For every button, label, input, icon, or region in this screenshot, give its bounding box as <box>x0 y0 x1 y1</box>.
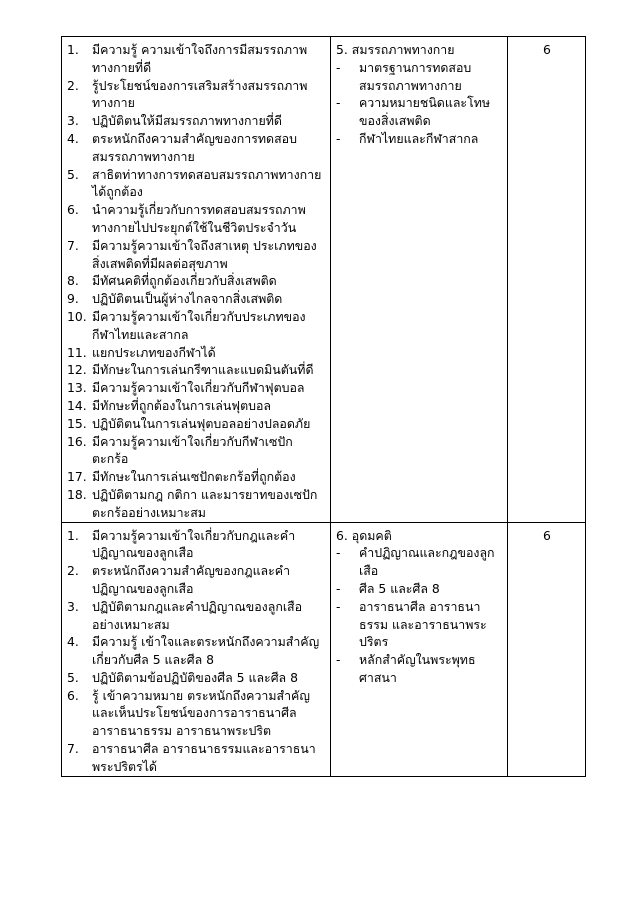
item-number: 10. <box>67 308 87 324</box>
topics-list <box>336 59 503 148</box>
item-text: ปฏิบัติตามกฎและคำปฏิญาณของลูกเสืออย่างเหมาะสม <box>92 598 303 632</box>
item-number: 2. <box>67 563 79 579</box>
table-row <box>62 37 586 523</box>
item-number: 3. <box>67 113 79 129</box>
item-number: 11. <box>67 344 87 360</box>
item-number: 8. <box>67 273 79 289</box>
item-text: ปฏิบัติตนในการเล่นฟุตบอลอย่างปลอดภัย <box>92 415 311 431</box>
item-text: มีทักษะในการเล่นเซปักตะกร้อที่ถูกต้อง <box>92 469 296 485</box>
list-item: - ความหมายชนิดและโทษของสิ่งเสพติด <box>336 94 503 130</box>
item-number: 15. <box>67 415 87 431</box>
item-text: มีความรู้ความเข้าใจถึงสาเหตุ ประเภทของสิ่งเสพติดที่มีผลต่อสุขภาพ <box>92 237 317 271</box>
item-text: ปฏิบัติตนเป็นผู้ห่างไกลจากสิ่งเสพติด <box>92 291 283 307</box>
item-number: 9. <box>67 291 79 307</box>
item-number: 1. <box>67 42 79 57</box>
objectives-list <box>67 527 326 776</box>
item-text: มีความรู้ความเข้าใจเกี่ยวกับกีฬาเซปักตะกร้อ <box>92 433 293 467</box>
list-item: - หลักสำคัญในพระพุทธศาสนา <box>336 651 503 687</box>
item-number: 2. <box>67 77 79 93</box>
item-text: ปฏิบัติตนให้มีสมรรถภาพทางกายที่ดี <box>92 113 282 129</box>
item-text: ปฏิบัติตามข้อปฏิบัติของศีล 5 และศีล 8 <box>92 669 298 685</box>
item-text: มีความรู้ความเข้าใจเกี่ยวกับกีฬาฟุตบอล <box>92 380 305 396</box>
topic-title: 5. สมรรถภาพทางกาย <box>336 42 455 57</box>
hours-value: 6 <box>543 42 551 57</box>
list-item <box>67 290 326 308</box>
item-text: มีความรู้ เข้าใจและตระหนักถึงความสำคัญเกี่ยวกับศีล 5 และศีล 8 <box>92 634 320 668</box>
item-number: 18. <box>67 486 87 502</box>
item-number: 4. <box>67 130 79 146</box>
item-text: มีความรู้ความเข้าใจเกี่ยวกับประเภทของกีฬาไทยและสากล <box>92 308 306 342</box>
objectives-cell <box>62 522 331 776</box>
topics-cell <box>331 37 508 523</box>
list-item <box>67 687 326 740</box>
hours-cell <box>508 37 586 523</box>
list-item <box>67 77 326 113</box>
item-number: 13. <box>67 380 87 396</box>
item-text: มีทัศนคติที่ถูกต้องเกี่ยวกับสิ่งเสพติด <box>92 273 277 289</box>
item-text: มีความรู้ความเข้าใจเกี่ยวกับกฎและคำปฏิญาณของลูกเสือ <box>92 527 296 561</box>
list-item <box>67 433 326 469</box>
list-item <box>67 272 326 290</box>
list-item <box>67 237 326 273</box>
list-item <box>67 486 326 522</box>
table-row <box>62 522 586 776</box>
list-item <box>67 415 326 433</box>
list-item: - มาตรฐานการทดสอบสมรรถภาพทางกาย <box>336 59 503 95</box>
list-item <box>67 201 326 237</box>
item-number: 1. <box>67 527 79 543</box>
item-number: 5. <box>67 166 79 182</box>
topic-title: 6. อุดมคติ <box>336 527 392 543</box>
hours-cell <box>508 522 586 776</box>
item-number: 6. <box>67 687 79 703</box>
list-item <box>67 112 326 130</box>
item-text: รู้ประโยชน์ของการเสริมสร้างสมรรถภาพทางกาย <box>92 77 308 111</box>
item-number: 4. <box>67 634 79 650</box>
item-text: ปฏิบัติตามกฎ กติกา และมารยาทของเซปักตะกร้ออย่างเหมาะสม <box>92 486 318 520</box>
list-item <box>67 361 326 379</box>
list-item <box>67 41 326 77</box>
list-item: - ศีล 5 และศีล 8 <box>336 580 503 598</box>
item-number: 3. <box>67 598 79 614</box>
list-item <box>67 344 326 362</box>
list-item: - อาราธนาศีล อาราธนาธรรม และอาราธนาพระปริตร <box>336 598 503 651</box>
item-number: 7. <box>67 741 79 757</box>
item-number: 14. <box>67 397 87 413</box>
list-item: - กีฬาไทยและกีฬาสากล <box>336 130 503 148</box>
objectives-cell <box>62 37 331 523</box>
list-item: - คำปฏิญาณและกฎของลูกเสือ <box>336 544 503 580</box>
item-text: มีความรู้ ความเข้าใจถึงการมีสมรรถภาพทางกายที่ดี <box>92 42 308 75</box>
list-item <box>67 633 326 669</box>
topics-list <box>336 544 503 686</box>
list-item <box>67 130 326 166</box>
item-text: มีทักษะที่ถูกต้องในการเล่นฟุตบอล <box>92 397 272 413</box>
item-text: สาธิตท่าทางการทดสอบสมรรถภาพทางกายได้ถูกต้อง <box>92 166 322 200</box>
item-number: 12. <box>67 362 87 378</box>
hours-value: 6 <box>543 527 551 543</box>
item-text: ตระหนักถึงความสำคัญของกฎและคำปฏิญาณของลูกเสือ <box>92 563 291 596</box>
item-number: 17. <box>67 469 87 485</box>
list-item <box>67 740 326 776</box>
item-number: 5. <box>67 669 79 685</box>
item-number: 16. <box>67 433 87 449</box>
item-text: อาราธนาศีล อาราธนาธรรมและอาราธนาพระปริตรได้ <box>92 741 316 774</box>
item-text: แยกประเภทของกีฬาได้ <box>92 344 216 360</box>
topics-cell <box>331 522 508 776</box>
list-item <box>67 598 326 634</box>
curriculum-table <box>61 36 586 777</box>
item-text: ตระหนักถึงความสำคัญของการทดสอบสมรรถภาพทางกาย <box>92 130 297 164</box>
objectives-list <box>67 41 326 522</box>
item-text: มีทักษะในการเล่นกรีฑาและแบดมินตันที่ดี <box>92 362 314 378</box>
list-item <box>67 527 326 563</box>
list-item <box>67 379 326 397</box>
list-item <box>67 166 326 202</box>
item-text: รู้ เข้าความหมาย ตระหนักถึงความสำคัญและเห็นประโยชน์ของการอาราธนาศีล อาราธนาธรรม อาราธนาพระปริต <box>92 687 310 739</box>
item-number: 6. <box>67 202 79 218</box>
list-item <box>67 397 326 415</box>
item-text: นำความรู้เกี่ยวกับการทดสอบสมรรถภาพทางกายไปประยุกต์ใช้ในชีวิตประจำวัน <box>92 202 306 235</box>
list-item <box>67 562 326 598</box>
list-item <box>67 308 326 344</box>
list-item <box>67 669 326 687</box>
list-item <box>67 468 326 486</box>
item-number: 7. <box>67 237 79 253</box>
